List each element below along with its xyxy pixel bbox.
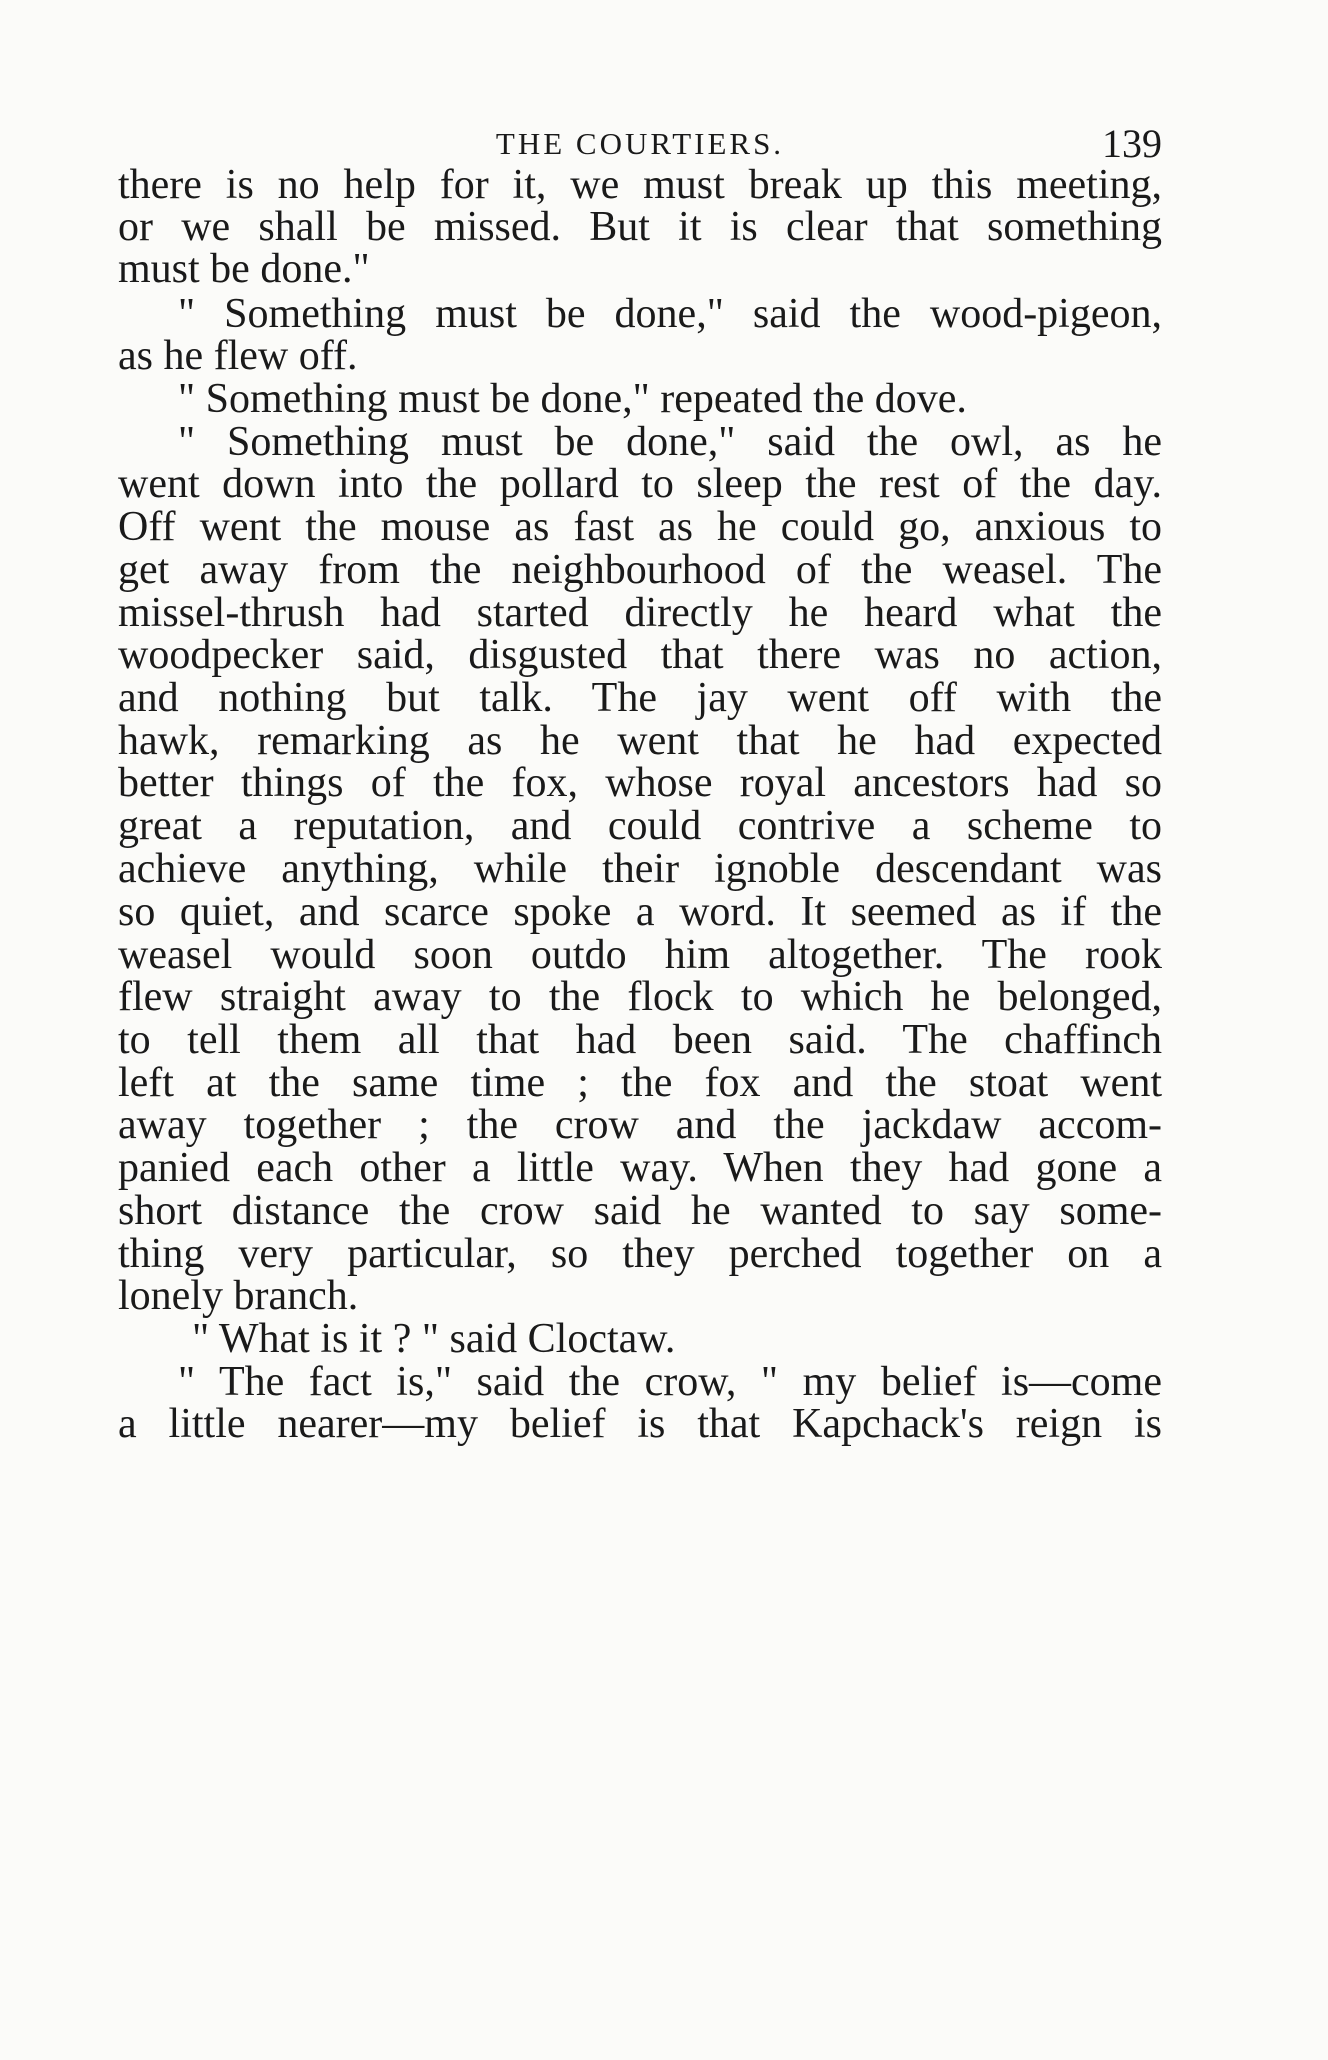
- text-line: left at the same time ; the fox and the stoat went: [118, 1060, 1162, 1106]
- text-line: away together ; the crow and the jackdaw accom-: [118, 1102, 1162, 1148]
- text-line: achieve anything, while their ignoble descendant was: [118, 846, 1162, 892]
- text-line: " Something must be done," said the owl, as he: [178, 419, 1162, 465]
- text-line: flew straight away to the flock to which he belonged,: [118, 974, 1162, 1020]
- text-line: better things of the fox, whose royal ancestors had so: [118, 760, 1162, 806]
- text-line: to tell them all that had been said. The chaffinch: [118, 1017, 1162, 1063]
- text-line: get away from the neighbourhood of the weasel. The: [118, 547, 1162, 593]
- text-line: hawk, remarking as he went that he had expected: [118, 718, 1162, 764]
- text-line: so quiet, and scarce spoke a word. It seemed as if the: [118, 889, 1162, 935]
- running-title: THE COURTIERS.: [495, 126, 785, 161]
- text-line: " What is it ? " said Cloctaw.: [192, 1316, 676, 1362]
- text-line: lonely branch.: [118, 1273, 359, 1319]
- text-line: woodpecker said, disgusted that there was no action,: [118, 632, 1162, 678]
- text-line: or we shall be missed. But it is clear that something: [118, 204, 1162, 250]
- text-line: Off went the mouse as fast as he could go, anxious to: [118, 504, 1162, 550]
- text-line: " Something must be done," said the wood-pigeon,: [178, 291, 1162, 337]
- text-line: there is no help for it, we must break up this meeting,: [118, 162, 1162, 208]
- text-line: must be done.": [118, 246, 370, 292]
- text-line: " Something must be done," repeated the dove.: [178, 376, 967, 422]
- text-line: a little nearer—my belief is that Kapchack's reign is: [118, 1401, 1162, 1447]
- text-line: missel-thrush had started directly he heard what the: [118, 590, 1162, 636]
- text-line: panied each other a little way. When they had gone a: [118, 1145, 1162, 1191]
- page-number: 139: [1102, 121, 1162, 166]
- text-line: great a reputation, and could contrive a scheme to: [118, 803, 1162, 849]
- text-line: weasel would soon outdo him altogether. The rook: [118, 932, 1162, 978]
- text-line: as he flew off.: [118, 333, 358, 379]
- text-line: and nothing but talk. The jay went off with the: [118, 675, 1162, 721]
- text-line: short distance the crow said he wanted to say some-: [118, 1188, 1162, 1234]
- text-line: thing very particular, so they perched together on a: [118, 1231, 1162, 1277]
- text-line: went down into the pollard to sleep the rest of the day.: [118, 461, 1162, 507]
- text-line: " The fact is," said the crow, " my belief is—come: [178, 1359, 1162, 1405]
